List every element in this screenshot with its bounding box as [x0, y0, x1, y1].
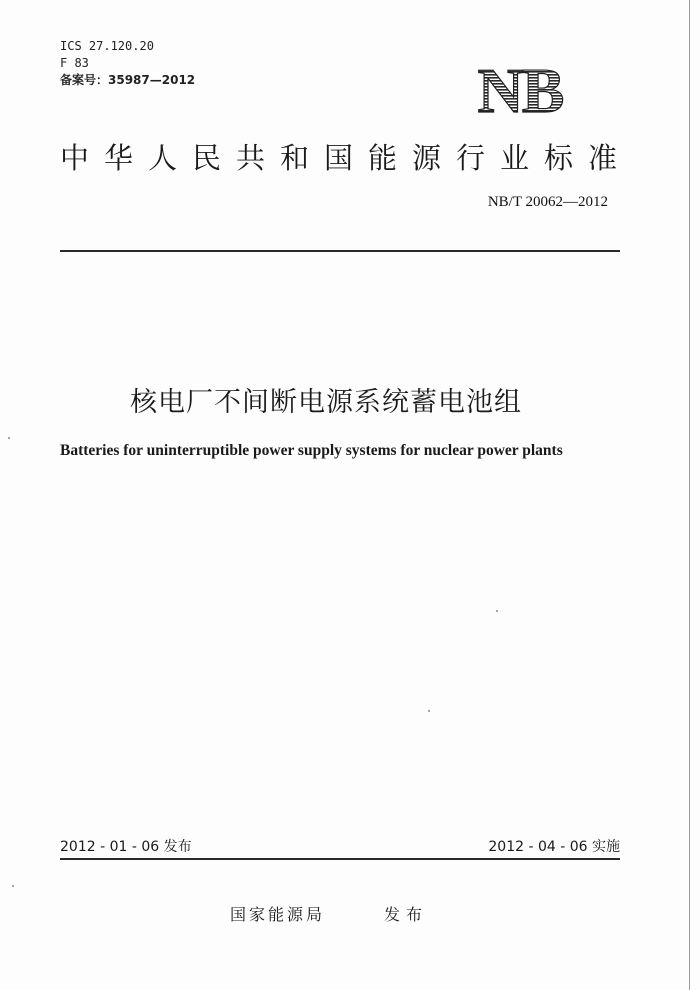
- logo-text: NB: [477, 62, 563, 120]
- issuing-authority: 国家能源局: [230, 905, 326, 924]
- record-number: 备案号：35987—2012: [60, 73, 196, 87]
- scan-speck: [496, 610, 498, 612]
- scan-speck: [8, 437, 10, 439]
- ics-code: ICS 27.120.20: [60, 39, 154, 53]
- document-title-cn: 核电厂不间断电源系统蓄电池组: [130, 387, 522, 418]
- document-title-en: Batteries for uninterruptible power supply systems for nuclear power plants: [60, 442, 563, 459]
- standard-number: NB/T 20062—2012: [487, 194, 608, 210]
- issuing-action: 发布: [384, 905, 429, 924]
- effective-date: 2012 - 04 - 06 实施: [488, 839, 620, 855]
- classification-code: F 83: [60, 56, 89, 70]
- issue-date: 2012 - 01 - 06 发布: [60, 839, 192, 855]
- industry-standard-title: 中华人民共和国能源行业标准: [60, 141, 633, 175]
- nb-logo: [452, 62, 588, 120]
- page-edge-line: [689, 0, 690, 990]
- scan-speck: [12, 885, 14, 887]
- bottom-divider: [60, 858, 620, 860]
- top-divider: [60, 250, 620, 252]
- scan-speck: [428, 710, 430, 712]
